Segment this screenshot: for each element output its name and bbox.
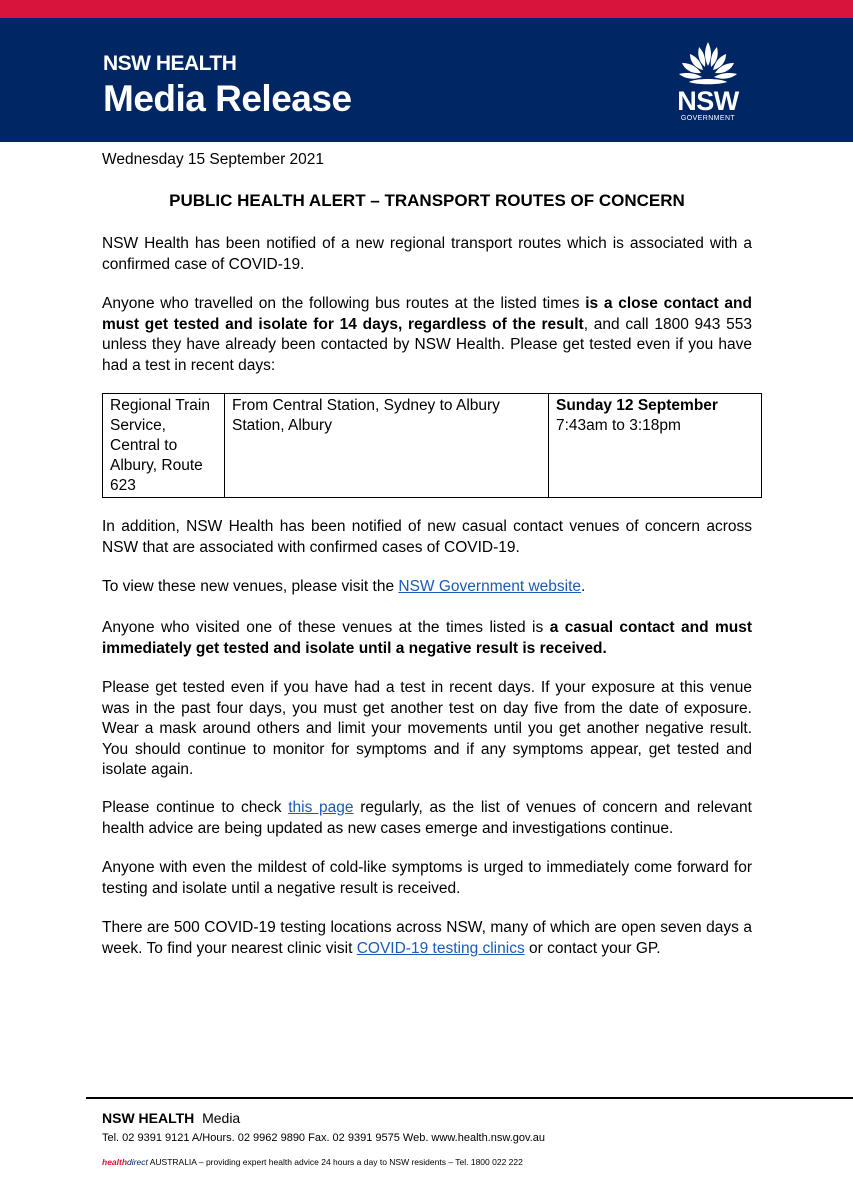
route-table [102, 393, 762, 498]
paragraph-intro: NSW Health has been notified of a new regional transport routes which is associated with a confirmed case of COVID-19. [102, 235, 752, 273]
p7-text-b: regularly, as the list of venues of concern and relevant health advice are being updated as new cases emerge and investigations continue. [102, 799, 752, 837]
p2-bold: is a close contact and must get tested and isolate for 14 days, regardless of the result [102, 295, 752, 333]
p5-text-a: Anyone who visited one of these venues at the times listed is [102, 619, 550, 636]
header-title: Media Release [103, 78, 352, 119]
healthdirect-text: AUSTRALIA – providing expert health advice 24 hours a day to NSW residents – Tel. 1800 022 222 [147, 1157, 523, 1167]
footer-org-name: NSW HEALTH [102, 1110, 195, 1126]
route-from-to-cell: From Central Station, Sydney to Albury Station, Albury [225, 394, 549, 498]
paragraph-view-venues [102, 577, 752, 598]
healthdirect-health: health [102, 1157, 128, 1167]
paragraph-testing-advice: Please get tested even if you have had a test in recent days. If your exposure at this venue was in the past four days, you must get another test on day five from the date of exposure. Wear a mask around others and limit your movements until you get another negative result. You should continue to monitor for symptoms and if any symptoms appear, get tested and isolate again. [102, 679, 752, 778]
footer-contacts: Tel. 02 9391 9121 A/Hours. 02 9962 9890 Fax. 02 9391 9575 Web. www.health.nsw.gov.au [102, 1132, 545, 1144]
p5-bold: a casual contact and must immediately get tested and isolate until a negative result is received. [102, 619, 752, 657]
footer-divider [86, 1097, 853, 1099]
paragraph-casual-contact [102, 618, 752, 659]
release-date: Wednesday 15 September 2021 [102, 151, 325, 168]
healthdirect-direct: direct [127, 1157, 148, 1167]
paragraph-check-page [102, 798, 752, 839]
top-red-stripe [0, 0, 853, 18]
paragraph-casual-venues: In addition, NSW Health has been notified of new casual contact venues of concern across NSW that are associated with confirmed cases of COVID-19. [102, 518, 752, 556]
paragraph-symptoms: Anyone with even the mildest of cold-like symptoms is urged to immediately come forward for testing and isolate until a negative result is received. [102, 859, 752, 897]
p4-text-a: To view these new venues, please visit the [102, 578, 399, 595]
header-banner [0, 18, 853, 142]
route-service-cell: Regional Train Service, Central to Albury, Route 623 [103, 394, 225, 498]
p4-text-b: . [581, 578, 586, 595]
footer-media: Media [202, 1110, 241, 1126]
covid-testing-clinics-link[interactable]: COVID-19 testing clinics [356, 939, 525, 957]
p9-text-b: or contact your GP. [524, 939, 661, 957]
paragraph-close-contact [102, 294, 752, 376]
p9-text-a: There are 500 COVID-19 testing locations across NSW, many of which are open seven days a week. To find your nearest clinic visit [102, 919, 752, 957]
p7-text-a: Please continue to check [102, 799, 289, 816]
logo-government-text: GOVERNMENT [680, 115, 736, 122]
nsw-government-website-link[interactable]: NSW Government website [398, 578, 582, 595]
route-time: 7:43am to 3:18pm [556, 417, 681, 434]
footer-org [102, 1110, 240, 1126]
header-org: NSW HEALTH [103, 52, 237, 75]
logo-nsw-text: NSW [677, 86, 739, 116]
route-time-cell [549, 394, 762, 498]
nsw-government-logo [672, 40, 744, 136]
paragraph-testing-locations [102, 918, 752, 959]
headline: PUBLIC HEALTH ALERT – TRANSPORT ROUTES OF CONCERN [169, 191, 685, 210]
this-page-link[interactable]: this page [288, 799, 354, 816]
table-row [103, 394, 762, 498]
route-day: Sunday 12 September [556, 397, 718, 414]
p2-text-a: Anyone who travelled on the following bus routes at the listed times [102, 295, 586, 312]
p2-text-c: , and call 1800 943 553 unless they have already been contacted by NSW Health. Please get tested even if you have had a test in recent days: [102, 315, 752, 374]
waratah-icon [677, 40, 739, 86]
footer-healthdirect [102, 1157, 523, 1167]
